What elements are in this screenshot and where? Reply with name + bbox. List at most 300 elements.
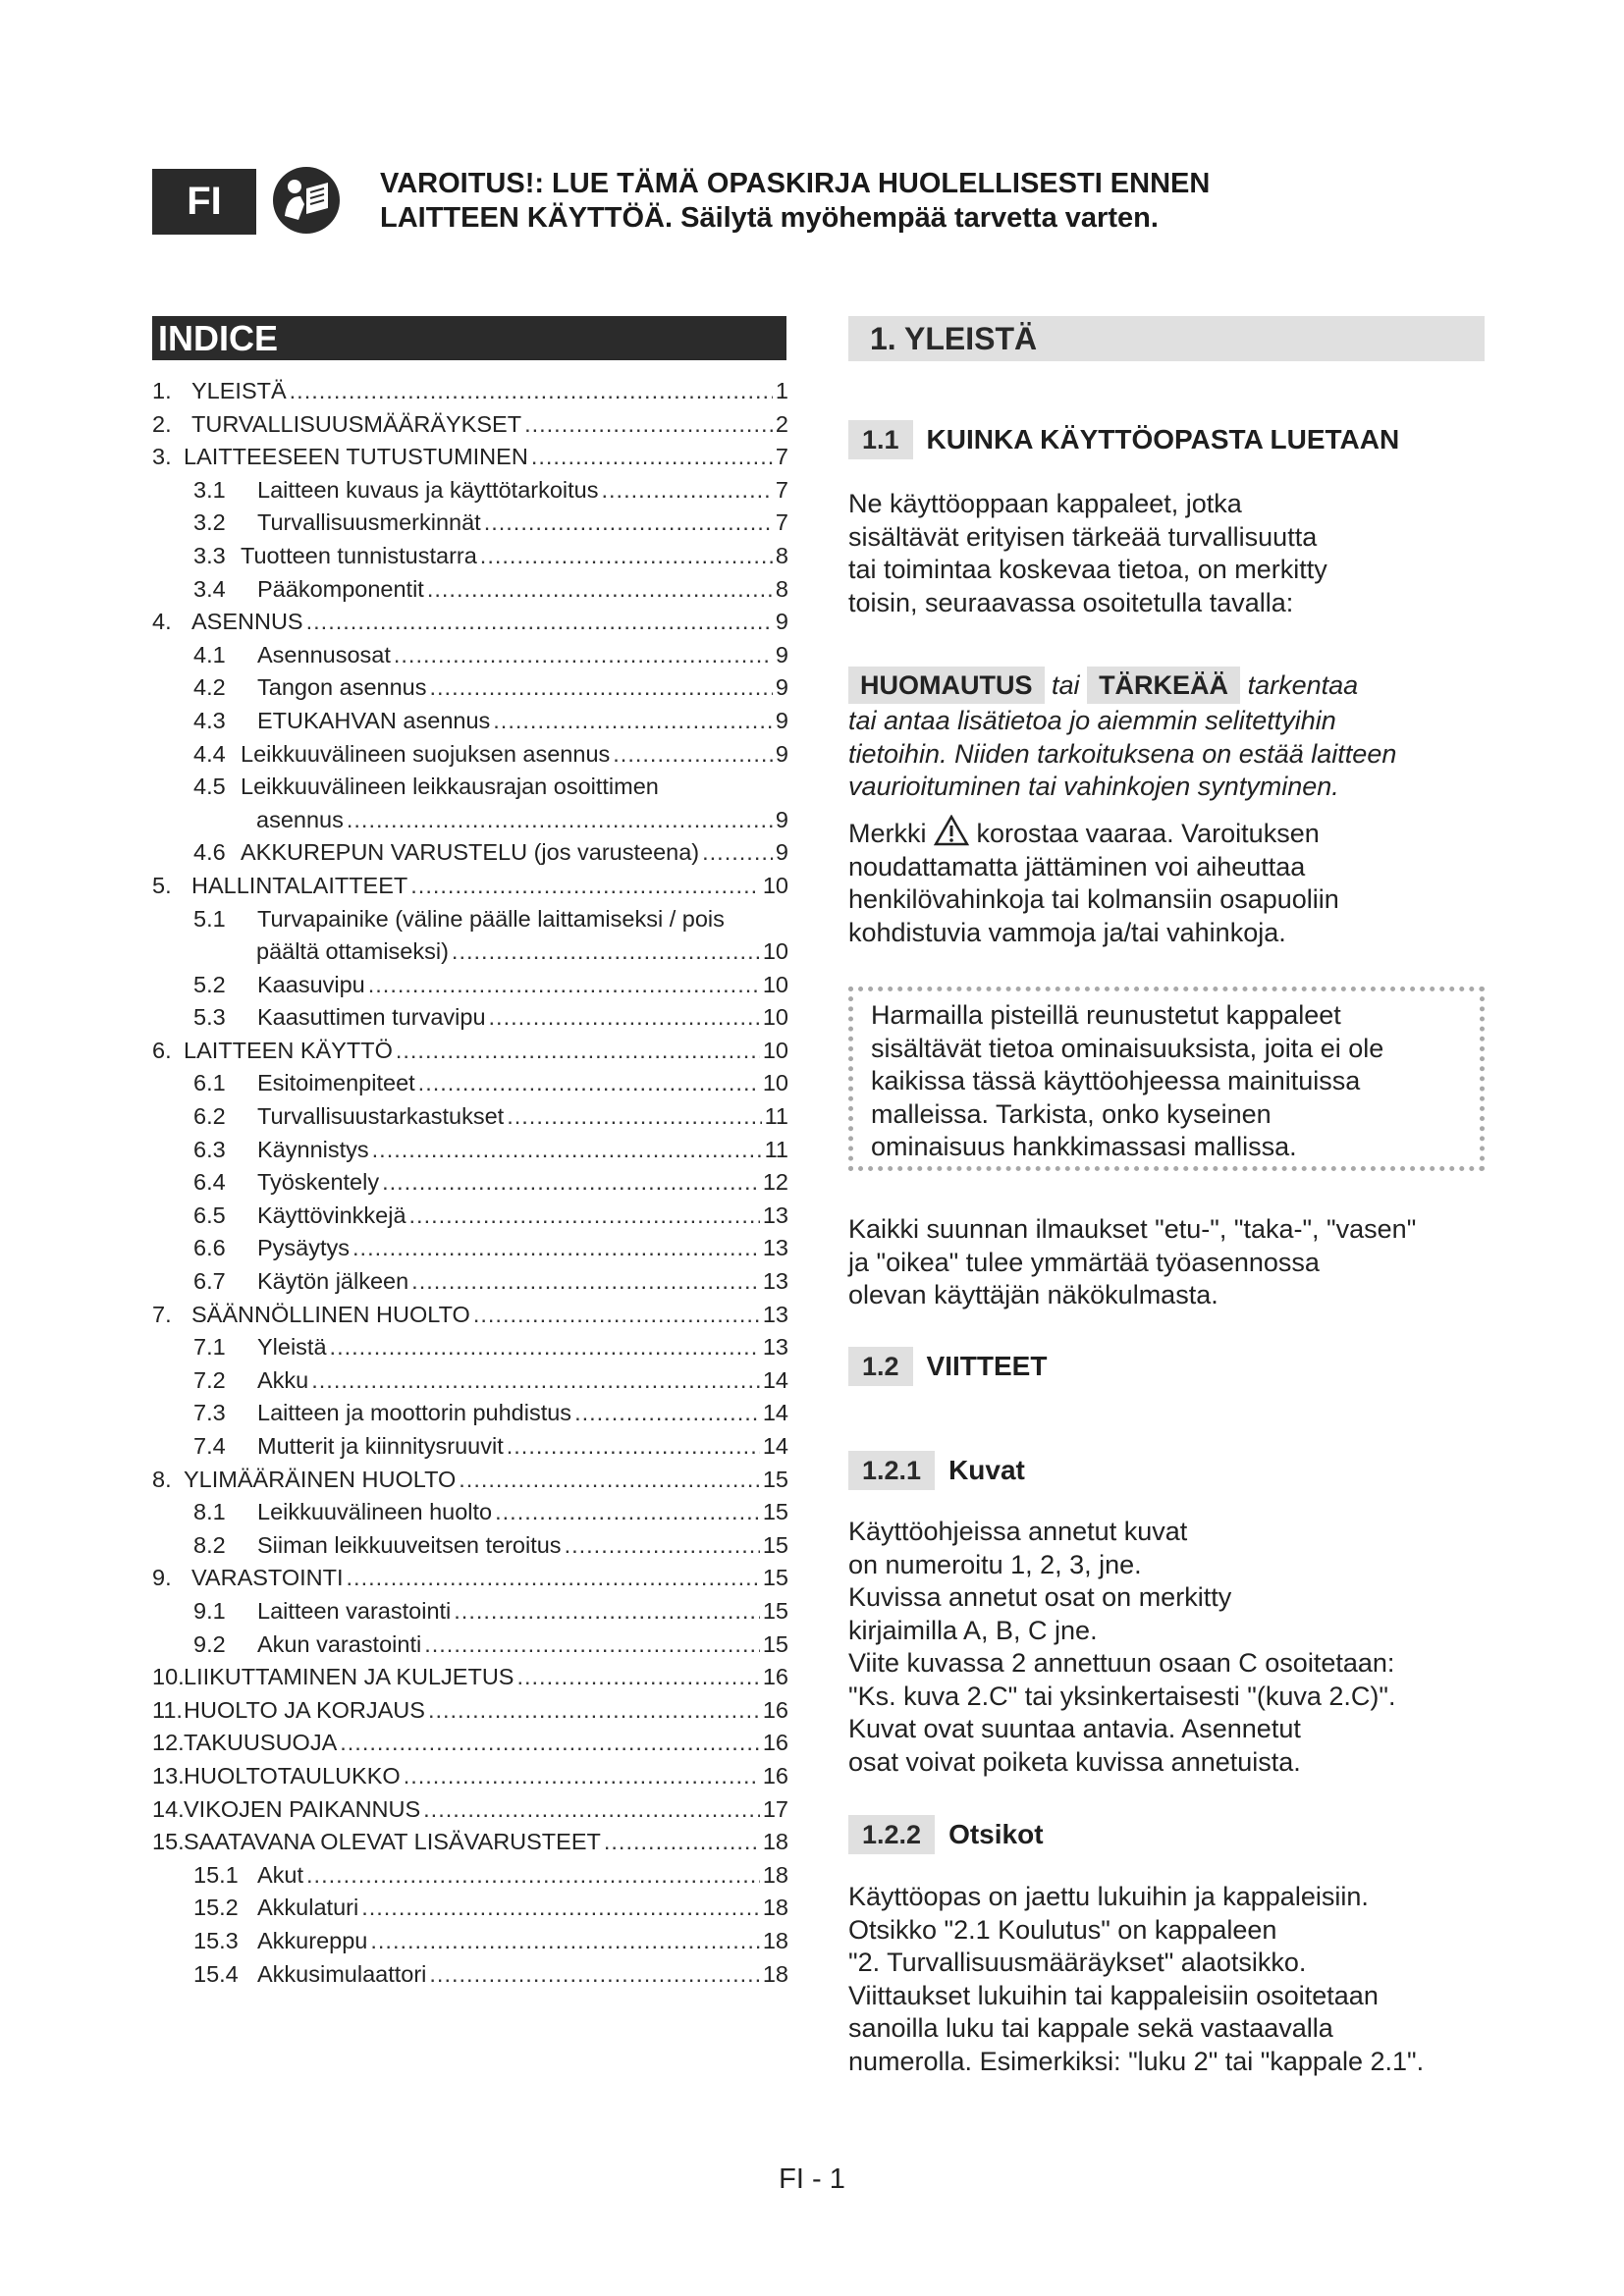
- text-or: tai: [1052, 670, 1080, 700]
- toc-leader-dots: [394, 642, 773, 668]
- toc-page-number: 16: [762, 1696, 788, 1723]
- section-title: Kuvat: [948, 1455, 1025, 1485]
- toc-page-number: 9: [775, 839, 788, 866]
- toc-entry: [152, 1862, 788, 1896]
- toc-number: 8.1: [193, 1499, 226, 1525]
- toc-leader-dots: [473, 1302, 760, 1328]
- toc-leader-dots: [429, 1961, 759, 1988]
- paragraph-directions: [848, 1213, 1516, 1312]
- text-line: sisältävät erityisen tärkeää turvallisuutta: [848, 521, 1318, 552]
- toc-number: 3.4: [193, 575, 226, 602]
- toc-entry: [152, 1038, 788, 1071]
- toc-number: 6.5: [193, 1201, 226, 1228]
- toc-entry-title: SAATAVANA OLEVAT LISÄVARUSTEET: [184, 1829, 601, 1855]
- toc-page-number: 15: [762, 1531, 788, 1558]
- toc-entry-title: Leikkuuvälineen huolto: [257, 1499, 493, 1525]
- paragraph-note-tags: [848, 666, 1516, 804]
- toc-number: 5.1: [193, 905, 226, 932]
- toc-entry: [152, 807, 788, 840]
- toc-page-number: 10: [762, 872, 788, 898]
- toc-number: 6.6: [193, 1235, 226, 1261]
- toc-entry: [152, 378, 788, 411]
- toc-entry: [152, 1631, 788, 1665]
- toc-entry: [152, 674, 788, 708]
- section-number: 1.2: [848, 1347, 913, 1386]
- section-number: 1.2.1: [848, 1451, 935, 1490]
- toc-entry: [152, 1895, 788, 1928]
- toc-entry-title: Käytön jälkeen: [257, 1268, 409, 1295]
- toc-leader-dots: [368, 972, 760, 998]
- text-line: Ne käyttöoppaan kappaleet, jotka: [848, 489, 1242, 518]
- toc-entry-title: HUOLTO JA KORJAUS: [184, 1696, 425, 1723]
- toc-entry: [152, 609, 788, 642]
- warning-line-2: LAITTEEN KÄYTTÖÄ. Säilytä myöhempää tarvetta varten.: [380, 202, 1159, 234]
- toc-entry-title: Akkureppu: [257, 1927, 368, 1953]
- toc-entry-title: TURVALLISUUSMÄÄRÄYKSET: [191, 410, 522, 437]
- text-line: tietoihin. Niiden tarkoituksena on estää laitteen: [848, 738, 1397, 769]
- toc-number: 4.3: [193, 707, 226, 733]
- paragraph-warning-symbol: [848, 815, 1496, 949]
- toc-entry: [152, 938, 788, 972]
- toc-number: 6.1: [193, 1070, 226, 1096]
- read-manual-icon: [271, 165, 342, 236]
- toc-leader-dots: [531, 444, 773, 470]
- toc-leader-dots: [372, 1137, 762, 1163]
- toc-leader-dots: [306, 1862, 760, 1889]
- toc-entry: [152, 576, 788, 610]
- toc-leader-dots: [418, 1070, 760, 1096]
- toc-leader-dots: [428, 1697, 760, 1724]
- toc-leader-dots: [423, 1796, 760, 1823]
- toc-entry-title: Turvallisuustarkastukset: [257, 1103, 505, 1130]
- toc-entry-title: Työskentely: [257, 1169, 380, 1196]
- text-line: sanoilla luku tai kappale sekä vastaavalla: [848, 2013, 1333, 2043]
- toc-number: 4.1: [193, 641, 226, 667]
- text-line: toisin, seuraavassa osoitetulla tavalla:: [848, 587, 1294, 617]
- language-badge: FI: [152, 169, 256, 235]
- toc-entry: [152, 1334, 788, 1367]
- text-line: Käyttöohjeissa annetut kuvat: [848, 1517, 1188, 1546]
- toc-leader-dots: [352, 1235, 760, 1261]
- toc-entry-title: VARASTOINTI: [191, 1565, 344, 1591]
- toc-entry-title: Pysäytys: [257, 1235, 351, 1261]
- text-line: kaikissa tässä käyttöohjeessa mainituissa: [871, 1066, 1361, 1095]
- toc-entry: [152, 1302, 788, 1335]
- toc-number: 6.4: [193, 1169, 226, 1196]
- toc-entry: [152, 642, 788, 675]
- toc-number: 15.1: [193, 1861, 239, 1888]
- toc-page-number: 11: [764, 1136, 788, 1162]
- toc-entry: [152, 1467, 788, 1500]
- toc-number: 12.: [152, 1730, 185, 1756]
- toc-entry: [152, 1169, 788, 1202]
- toc-number: 4.4: [193, 740, 226, 767]
- toc-leader-dots: [347, 1565, 760, 1591]
- note-tag: HUOMAUTUS: [848, 667, 1045, 704]
- toc-page-number: 15: [762, 1466, 788, 1492]
- toc-entry-title: Laitteen varastointi: [257, 1597, 452, 1624]
- toc-number: 6.2: [193, 1103, 226, 1130]
- text-line: "2. Turvallisuusmääräykset" alaotsikko.: [848, 1948, 1307, 1977]
- toc-page-number: 10: [762, 1004, 788, 1031]
- toc-entry: [152, 1664, 788, 1697]
- toc-page-number: 9: [775, 806, 788, 832]
- toc-leader-dots: [311, 1367, 760, 1394]
- toc-entry: [152, 1268, 788, 1302]
- toc-leader-dots: [524, 411, 773, 438]
- toc-entry-title: Asennusosat: [257, 641, 391, 667]
- important-tag: TÄRKEÄÄ: [1087, 667, 1240, 704]
- text-line: ominaisuus hankkimassasi mallissa.: [871, 1132, 1297, 1161]
- toc-entry-title: päältä ottamiseksi): [256, 938, 449, 965]
- toc-entry-title: Akun varastointi: [257, 1630, 422, 1657]
- toc-entry: [152, 1961, 788, 1995]
- toc-number: 6.7: [193, 1268, 226, 1295]
- toc-number: 15.4: [193, 1960, 239, 1987]
- toc-entry-title: LAITTEESEEN TUTUSTUMINEN: [184, 444, 528, 470]
- toc-entry-title: Tangon asennus: [257, 674, 427, 701]
- toc-entry-title: ETUKAHVAN asennus: [257, 707, 491, 733]
- toc-leader-dots: [574, 1400, 760, 1426]
- toc-page-number: 9: [775, 740, 788, 767]
- toc-number: 5.2: [193, 971, 226, 997]
- toc-page-number: 13: [762, 1201, 788, 1228]
- toc-entry: [152, 1137, 788, 1170]
- toc-number: 11.: [152, 1696, 183, 1723]
- text-line: tai toimintaa koskevaa tietoa, on merkitty: [848, 555, 1327, 584]
- toc-number: 4.2: [193, 674, 226, 701]
- toc-entry: [152, 1829, 788, 1862]
- toc-entry-title: Akut: [257, 1861, 304, 1888]
- page-number: FI - 1: [779, 2163, 845, 2195]
- toc-page-number: 10: [762, 1037, 788, 1063]
- toc-page-number: 15: [762, 1565, 788, 1591]
- toc-number: 7.3: [193, 1400, 226, 1426]
- toc-leader-dots: [495, 1499, 760, 1525]
- toc-entry: [152, 1367, 788, 1401]
- toc-entry-title: ASENNUS: [191, 609, 303, 635]
- toc-page-number: 9: [775, 707, 788, 733]
- toc-entry-title: YLEISTÄ: [191, 378, 287, 403]
- toc-number: 3.2: [193, 509, 226, 536]
- toc-leader-dots: [411, 1268, 760, 1295]
- text-prefix: Merkki: [848, 819, 927, 848]
- text-line: kirjaimilla A, B, C jne.: [848, 1615, 1098, 1645]
- toc-page-number: 13: [762, 1334, 788, 1361]
- toc-page-number: 7: [775, 476, 788, 503]
- toc-number: 13.: [152, 1762, 185, 1789]
- toc-number: 7.: [152, 1301, 172, 1327]
- warning-triangle-icon: [934, 815, 969, 846]
- toc-entry: [152, 1763, 788, 1796]
- toc-page-number: 18: [762, 1960, 788, 1987]
- toc-leader-dots: [361, 1895, 760, 1921]
- text-line: Käyttöopas on jaettu lukuihin ja kappaleisiin.: [848, 1882, 1369, 1911]
- toc-entry: [152, 1235, 788, 1268]
- toc-leader-dots: [340, 1730, 760, 1756]
- text-line: vaurioituminen tai vahinkojen syntyminen.: [848, 772, 1339, 801]
- toc-page-number: 14: [762, 1433, 788, 1459]
- toc-entry: [152, 972, 788, 1005]
- toc-page-number: 15: [762, 1597, 788, 1624]
- toc-leader-dots: [516, 1664, 759, 1690]
- toc-number: 8.2: [193, 1531, 226, 1558]
- toc-number: 3.: [152, 444, 172, 470]
- toc-page-number: 18: [762, 1927, 788, 1953]
- toc-leader-dots: [370, 1928, 760, 1954]
- toc-page-number: 2: [775, 410, 788, 437]
- section-1-heading: 1. YLEISTÄ: [848, 316, 1485, 361]
- toc-page-number: 16: [762, 1664, 788, 1690]
- toc-page-number: 15: [762, 1630, 788, 1657]
- toc-number: 15.2: [193, 1895, 239, 1921]
- text-line: ja "oikea" tulee ymmärtää työasennossa: [848, 1247, 1320, 1277]
- toc-leader-dots: [459, 1467, 760, 1493]
- toc-entry: [152, 1400, 788, 1433]
- text-line: osat voivat poiketa kuvissa annetuista.: [848, 1746, 1301, 1777]
- toc-number: 8.: [152, 1466, 172, 1492]
- toc-leader-dots: [613, 741, 773, 768]
- toc-entry-title: SÄÄNNÖLLINEN HUOLTO: [191, 1301, 470, 1327]
- toc-page-number: 18: [762, 1895, 788, 1921]
- toc-page-number: 10: [762, 971, 788, 997]
- toc-number: 5.: [152, 872, 172, 898]
- toc-entry: [152, 1433, 788, 1467]
- toc-leader-dots: [507, 1433, 760, 1460]
- toc-entry-title: TAKUUSUOJA: [184, 1730, 338, 1756]
- toc-leader-dots: [484, 509, 773, 536]
- toc-leader-dots: [424, 1631, 760, 1658]
- toc-number: 2.: [152, 410, 172, 437]
- toc-number: 3.3: [193, 542, 226, 568]
- toc-entry: [152, 1928, 788, 1961]
- toc-number: 4.6: [193, 839, 226, 866]
- toc-leader-dots: [404, 1763, 760, 1789]
- toc-entry: [152, 741, 788, 774]
- toc-page-number: 10: [762, 938, 788, 965]
- toc-page-number: 1: [775, 378, 788, 403]
- toc-entry-title: Turvapainike (väline päälle laittamiseksi / pois: [257, 905, 725, 932]
- toc-page-number: 10: [762, 1070, 788, 1096]
- toc-number: 15.: [152, 1829, 185, 1855]
- text-line: noudattamatta jättäminen voi aiheuttaa: [848, 851, 1306, 881]
- toc-entry-title: Käynnistys: [257, 1136, 369, 1162]
- toc-number: 14.: [152, 1795, 185, 1822]
- toc-number: 15.3: [193, 1927, 239, 1953]
- toc-leader-dots: [410, 873, 760, 899]
- toc-page-number: 12: [762, 1169, 788, 1196]
- toc-page-number: 11: [764, 1103, 788, 1130]
- toc-entry-title: Laitteen kuvaus ja käyttötarkoitus: [257, 476, 599, 503]
- section-1-2-2-heading: [848, 1815, 1044, 1854]
- toc-page-number: 7: [775, 444, 788, 470]
- toc-number: 6.: [152, 1037, 172, 1063]
- text-line: henkilövahinkoja tai kolmansiin osapuoliin: [848, 884, 1339, 914]
- toc-entry: [152, 543, 788, 576]
- toc-entry-title: LAITTEEN KÄYTTÖ: [184, 1037, 393, 1063]
- toc-number: 1.: [152, 378, 172, 403]
- warning-text: [380, 167, 1264, 236]
- toc-number: 9.1: [193, 1597, 226, 1624]
- toc-entry-title: Leikkuuvälineen leikkausrajan osoittimen: [241, 774, 659, 800]
- toc-page-number: 13: [762, 1235, 788, 1261]
- toc-title: INDICE: [152, 316, 786, 360]
- toc-leader-dots: [382, 1169, 760, 1196]
- toc-entry: [152, 477, 788, 510]
- toc-number: 4.: [152, 609, 172, 635]
- toc-entry-title: Akku: [257, 1366, 309, 1393]
- toc-page-number: 14: [762, 1400, 788, 1426]
- toc-entry: [152, 1730, 788, 1763]
- toc-number: 6.3: [193, 1136, 226, 1162]
- toc-page-number: 8: [775, 575, 788, 602]
- toc-page-number: 18: [762, 1829, 788, 1855]
- toc-page-number: 8: [775, 542, 788, 568]
- toc-entry: [152, 1004, 788, 1038]
- toc-entry: [152, 509, 788, 543]
- text-line: Kuvat ovat suuntaa antavia. Asennetut: [848, 1714, 1301, 1743]
- section-title: KUINKA KÄYTTÖOPASTA LUETAAN: [926, 424, 1400, 454]
- toc-page-number: 13: [762, 1268, 788, 1295]
- toc-page-number: 7: [775, 509, 788, 536]
- toc-leader-dots: [452, 938, 760, 965]
- toc-number: 10.: [152, 1664, 185, 1690]
- text-line: Harmailla pisteillä reunustetut kappaleet: [871, 1000, 1341, 1030]
- toc-leader-dots: [290, 378, 773, 404]
- toc-entry-title: VIKOJEN PAIKANNUS: [184, 1795, 421, 1822]
- paragraph-headings: [848, 1881, 1536, 2078]
- toc-entry-title: Kaasuttimen turvavipu: [257, 1004, 486, 1031]
- text-line: olevan käyttäjän näkökulmasta.: [848, 1280, 1218, 1309]
- text-line: sisältävät tietoa ominaisuuksista, joita ei ole: [871, 1033, 1384, 1063]
- toc-number: 4.5: [193, 774, 226, 800]
- toc-number: 7.1: [193, 1334, 226, 1361]
- toc-entry-title: Siiman leikkuuveitsen teroitus: [257, 1531, 562, 1558]
- model-features-box: [848, 987, 1485, 1171]
- toc-number: 7.4: [193, 1433, 226, 1459]
- section-1-2-1-heading: [848, 1451, 1025, 1490]
- toc-entry-title: Kaasuvipu: [257, 971, 365, 997]
- toc-number: 7.2: [193, 1366, 226, 1393]
- toc-leader-dots: [604, 1829, 760, 1855]
- text-line: korostaa vaaraa. Varoituksen: [976, 819, 1320, 848]
- toc-leader-dots: [396, 1038, 760, 1064]
- text-line: Viite kuvassa 2 annettuun osaan C osoitetaan:: [848, 1648, 1395, 1678]
- toc-leader-dots: [565, 1532, 760, 1559]
- toc-page-number: 9: [775, 641, 788, 667]
- section-number: 1.1: [848, 420, 913, 459]
- toc-page-number: 9: [775, 609, 788, 635]
- paragraph-intro: [848, 488, 1496, 619]
- toc-leader-dots: [454, 1598, 760, 1625]
- text-line: Viittaukset lukuihin tai kappaleisiin osoitetaan: [848, 1980, 1379, 2010]
- toc-entry: [152, 1202, 788, 1236]
- toc-page-number: 16: [762, 1762, 788, 1789]
- toc-page-number: 16: [762, 1730, 788, 1756]
- text-line: kohdistuvia vammoja ja/tai vahinkoja.: [848, 917, 1286, 947]
- table-of-contents: [152, 378, 788, 1994]
- toc-leader-dots: [601, 477, 772, 504]
- toc-entry-title: Mutterit ja kiinnitysruuvit: [257, 1433, 504, 1459]
- toc-entry: [152, 1565, 788, 1598]
- toc-entry: [152, 1070, 788, 1103]
- text-line: Kuvissa annetut osat on merkitty: [848, 1582, 1232, 1612]
- toc-entry-title: Turvallisuusmerkinnät: [257, 509, 481, 536]
- toc-entry: [152, 839, 788, 873]
- toc-entry: [152, 708, 788, 741]
- toc-entry: [152, 774, 788, 807]
- toc-leader-dots: [702, 839, 773, 866]
- toc-entry: [152, 1103, 788, 1137]
- toc-entry: [152, 1598, 788, 1631]
- toc-entry-title: HALLINTALAITTEET: [191, 872, 408, 898]
- section-1-2-heading: [848, 1347, 1047, 1386]
- toc-number: 3.1: [193, 476, 226, 503]
- text-line: Otsikko "2.1 Koulutus" on kappaleen: [848, 1914, 1277, 1945]
- toc-leader-dots: [493, 708, 773, 734]
- toc-leader-dots: [429, 674, 772, 701]
- toc-entry: [152, 1532, 788, 1566]
- toc-entry-title: Akkusimulaattori: [257, 1960, 427, 1987]
- toc-leader-dots: [480, 543, 773, 569]
- toc-entry-title: Käyttövinkkejä: [257, 1201, 406, 1228]
- toc-leader-dots: [489, 1004, 760, 1031]
- toc-entry-title: asennus: [256, 806, 344, 832]
- paragraph-figures: [848, 1516, 1516, 1779]
- toc-entry-title: HUOLTOTAULUKKO: [184, 1762, 401, 1789]
- section-title: Otsikot: [948, 1819, 1044, 1849]
- toc-number: 9.: [152, 1565, 172, 1591]
- text-line: "Ks. kuva 2.C" tai yksinkertaisesti "(kuva 2.C)".: [848, 1681, 1396, 1711]
- warning-line-1: VAROITUS!: LUE TÄMÄ OPASKIRJA HUOLELLISESTI ENNEN: [380, 168, 1211, 199]
- toc-entry-title: Tuotteen tunnistustarra: [241, 542, 477, 568]
- toc-entry-title: Akkulaturi: [257, 1895, 359, 1921]
- toc-leader-dots: [507, 1103, 761, 1130]
- toc-page-number: 17: [762, 1795, 788, 1822]
- toc-entry-title: YLIMÄÄRÄINEN HUOLTO: [184, 1466, 457, 1492]
- text-line: Kaikki suunnan ilmaukset "etu-", "taka-", "vasen": [848, 1214, 1417, 1244]
- toc-entry: [152, 873, 788, 906]
- toc-page-number: 15: [762, 1499, 788, 1525]
- toc-leader-dots: [427, 576, 773, 603]
- text-line: on numeroitu 1, 2, 3, jne.: [848, 1549, 1142, 1579]
- toc-leader-dots: [347, 807, 773, 833]
- toc-number: 9.2: [193, 1630, 226, 1657]
- toc-entry-title: LIIKUTTAMINEN JA KULJETUS: [184, 1664, 514, 1690]
- toc-entry: [152, 1697, 788, 1731]
- text-line: malleissa. Tarkista, onko kyseinen: [871, 1098, 1272, 1129]
- section-title: VIITTEET: [926, 1351, 1048, 1381]
- toc-entry-title: Esitoimenpiteet: [257, 1070, 415, 1096]
- toc-leader-dots: [306, 609, 773, 635]
- toc-page-number: 13: [762, 1301, 788, 1327]
- toc-entry: [152, 1796, 788, 1830]
- section-number: 1.2.2: [848, 1815, 935, 1854]
- toc-number: 5.3: [193, 1004, 226, 1031]
- toc-entry-title: Yleistä: [257, 1334, 327, 1361]
- toc-entry: [152, 1499, 788, 1532]
- toc-leader-dots: [330, 1334, 760, 1361]
- text-line: tai antaa lisätietoa jo aiemmin selitettyihin: [848, 706, 1336, 735]
- toc-entry: [152, 906, 788, 939]
- toc-entry: [152, 444, 788, 477]
- text-line: tarkentaa: [1247, 670, 1359, 700]
- toc-entry-title: AKKUREPUN VARUSTELU (jos varusteena): [241, 839, 700, 866]
- text-line: numerolla. Esimerkiksi: "luku 2" tai "kappale 2.1".: [848, 2046, 1425, 2076]
- toc-page-number: 9: [775, 674, 788, 701]
- toc-entry: [152, 411, 788, 445]
- toc-entry-title: Laitteen ja moottorin puhdistus: [257, 1400, 572, 1426]
